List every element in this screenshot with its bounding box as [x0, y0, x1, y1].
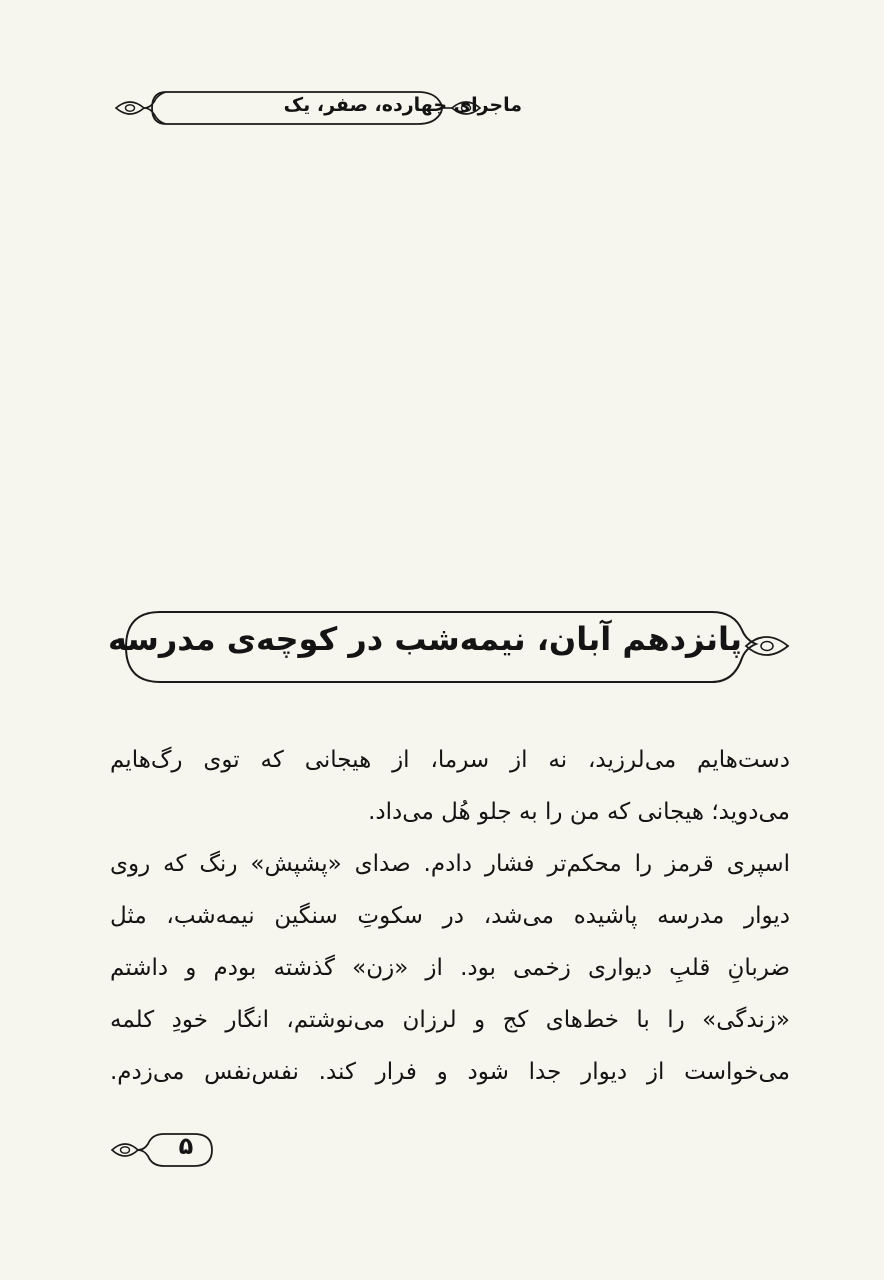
- body-line: دست‌هایم می‌لرزید، نه از سرما، از هیجانی که توی رگ‌هایم: [110, 747, 790, 773]
- body-line: دیوار مدرسه پاشیده می‌شد، در سکوتِ سنگین نیمه‌شب، مثل: [110, 903, 790, 929]
- body-line: ضربانِ قلبِ دیواری زخمی بود. از «زن» گذشته بودم و داشتم: [110, 955, 790, 981]
- running-header: [112, 84, 522, 136]
- page-number-frame: [108, 1124, 218, 1176]
- body-line: اسپری قرمز را محکم‌تر فشار دادم. صدای «پشپش» رنگ که روی: [110, 851, 790, 877]
- body-line: می‌دوید؛ هیجانی که من را به جلو هُل می‌داد.: [368, 799, 790, 825]
- chapter-title: پانزدهم آبان، نیمه‌شب در کوچه‌ی مدرسه: [107, 620, 742, 658]
- chapter-title-frame: [107, 604, 796, 692]
- page-number: ۵: [178, 1132, 194, 1160]
- running-header-title: ماجرای چهارده، صفر، یک: [283, 94, 522, 116]
- body-paragraphs: [110, 740, 790, 1104]
- body-line: «زندگی» را با خط‌های کج و لرزان می‌نوشتم، انگار خودِ کلمه: [110, 1007, 790, 1033]
- body-line: می‌خواست از دیوار جدا شود و فرار کند. نفس‌نفس می‌زدم.: [110, 1059, 790, 1085]
